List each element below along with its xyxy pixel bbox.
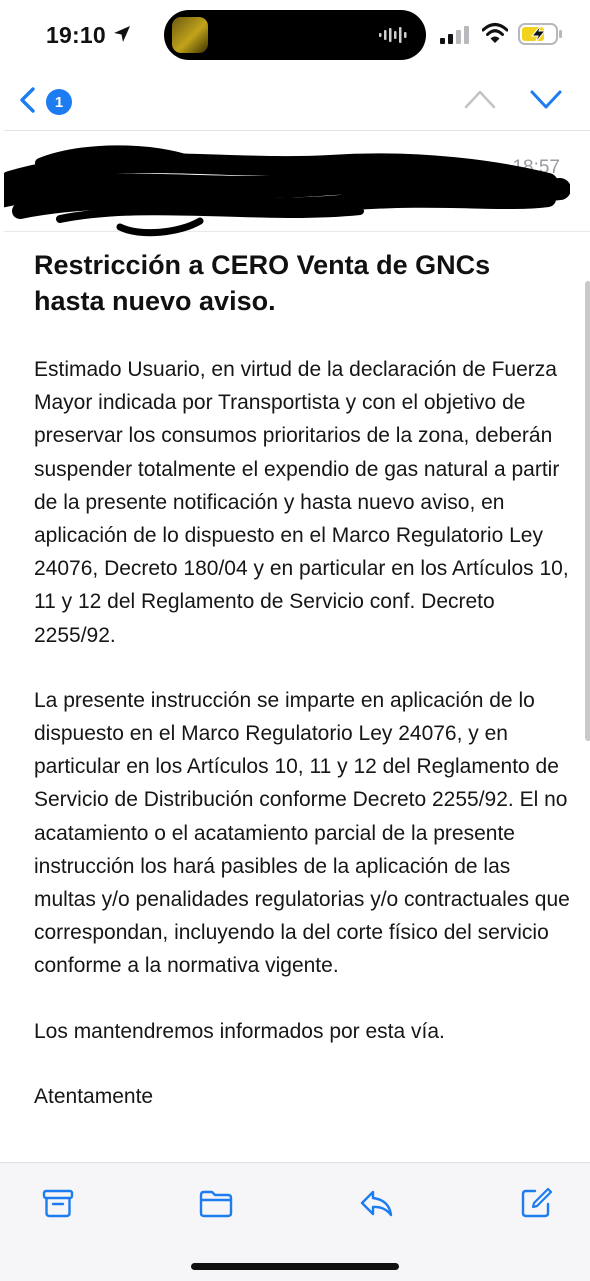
wifi-icon (482, 22, 508, 44)
status-time: 19:10 (46, 22, 106, 48)
folder-icon[interactable] (198, 1185, 234, 1221)
cellular-signal-icon (440, 26, 472, 44)
reply-icon[interactable] (358, 1185, 394, 1221)
body-paragraph-1: Estimado Usuario, en virtud de la declaración de Fuerza Mayor indicada por Transportista y con el objetivo de preservar los consumos prioritarios de la zona, deberán suspender totalmente el expendio de gas natural a partir de la presente notificación y hasta nuevo aviso, en aplicación de lo dispuesto en el Marco Regulatorio Ley 24076, Decreto 180/04 y en particular en los Artículos 10, 11 y 12 del Reglamento de Servicio conf. Decreto 2255/92. (34, 358, 569, 647)
battery-charging-icon (518, 22, 564, 46)
home-indicator[interactable] (191, 1263, 399, 1270)
body-paragraph-2: La presente instrucción se imparte en aplicación de lo dispuesto en el Marco Regulatorio Ley 24076, y en particular en los Artículos 10, 11 y 12 del Reglamento de Servicio de Distribución conforme Decreto 2255/92. El no acatamiento o el acatamiento parcial de la presente instrucción los hará pasibles de la aplicación de las multas y/o penalidades regulatorias y/o contractuales que correspondan, incluyendo la del corte físico del servicio conforme a la normativa vigente. (34, 688, 570, 978)
message-nav-bar (0, 72, 590, 128)
body-paragraph-3: Los mantendremos informados por esta vía. (34, 1019, 445, 1043)
message-body (34, 353, 570, 1113)
message-subject: Restricción a CERO Venta de GNCs hasta nuevo aviso. (34, 250, 491, 316)
unread-count-badge[interactable]: 1 (46, 89, 72, 115)
compose-icon[interactable] (518, 1185, 554, 1221)
back-chevron-icon[interactable] (18, 86, 36, 114)
body-closing: Atentamente (34, 1084, 154, 1108)
chevron-up-icon[interactable] (464, 88, 496, 110)
redaction-scribble (4, 141, 570, 241)
received-time: 18:57 (512, 157, 560, 178)
archive-icon[interactable] (40, 1185, 76, 1221)
scroll-indicator[interactable] (585, 281, 590, 741)
status-bar (0, 0, 590, 72)
location-arrow-icon (112, 24, 132, 44)
now-playing-artwork (172, 17, 208, 53)
message-toolbar (0, 1162, 590, 1281)
dynamic-island[interactable] (164, 10, 426, 60)
audio-waveform-icon (378, 26, 408, 44)
message-view[interactable] (4, 130, 590, 1163)
sender-header[interactable] (4, 131, 590, 232)
chevron-down-icon[interactable] (530, 88, 562, 110)
